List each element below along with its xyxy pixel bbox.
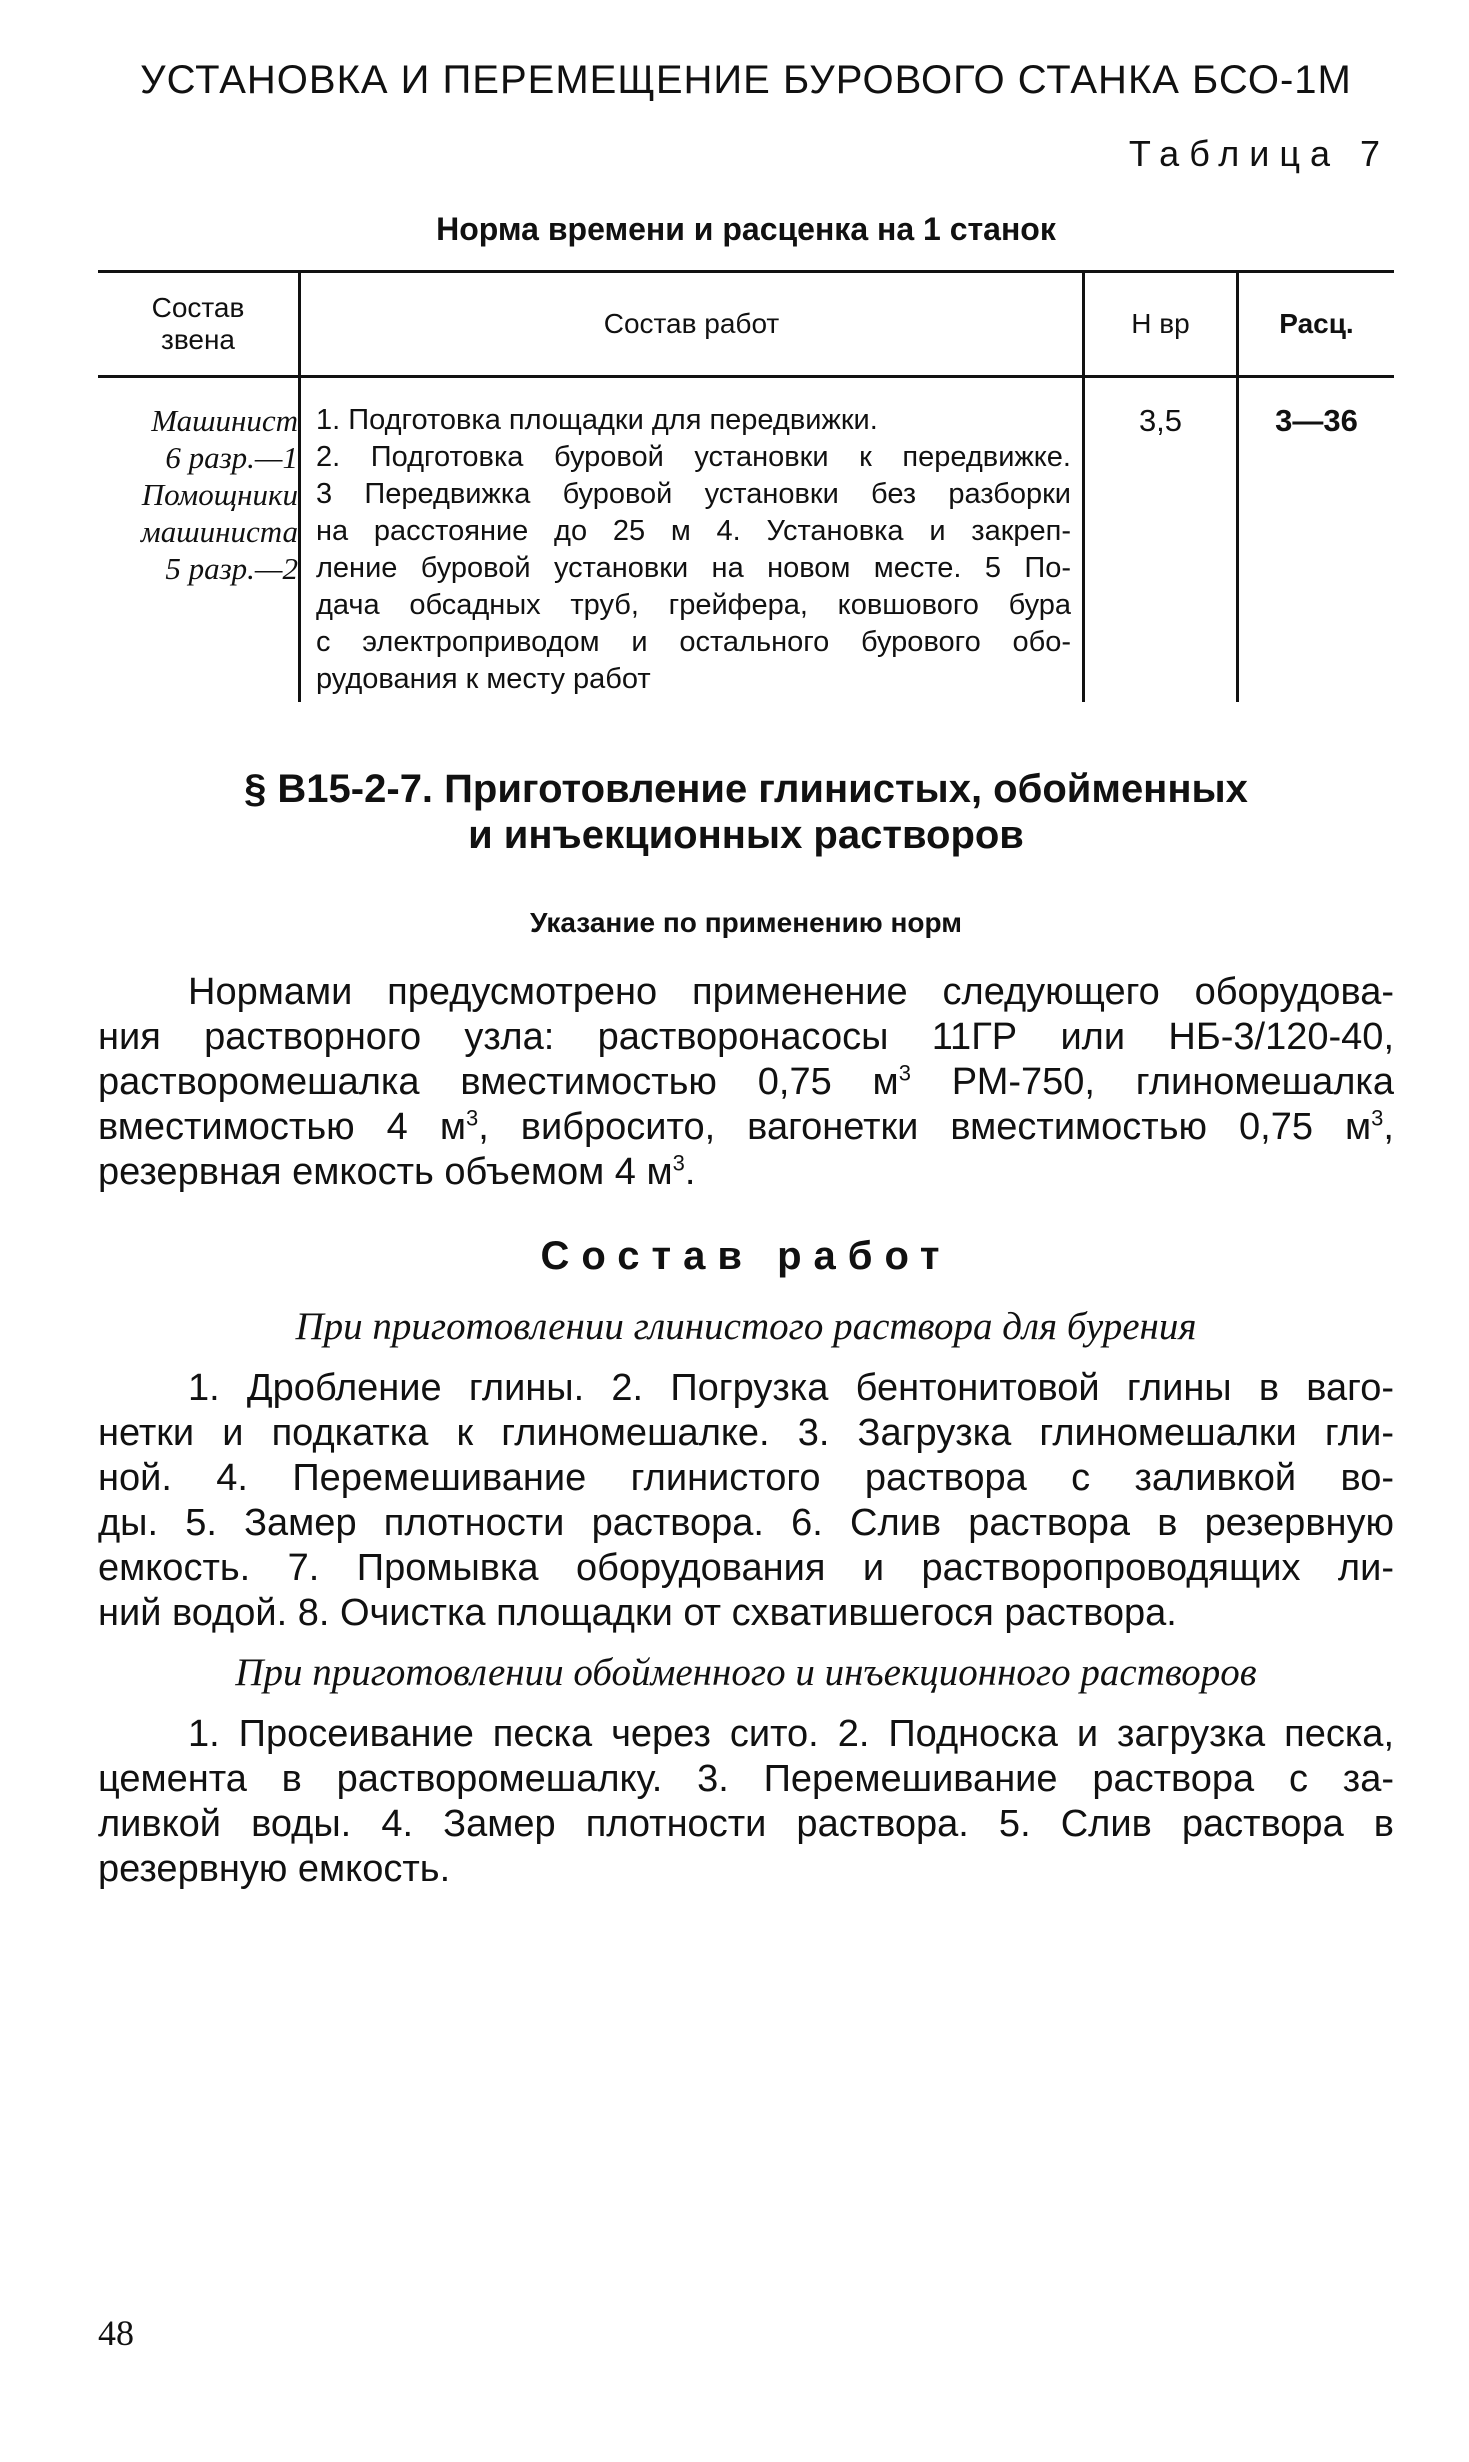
norm-table (98, 270, 1394, 702)
work-composition-heading: Состав работ (540, 1234, 952, 1278)
paragraph-line: вместимостью 4 $м^3$, вибросито, вагонетки вместимостью 0,75 $м^3$, (98, 1105, 1394, 1148)
paragraph-line: ды. 5. Замер плотности раствора. 6. Слив раствора в резервную (98, 1502, 1394, 1544)
paragraph-line: 1. Просеивание песка через сито. 2. Подноска и загрузка песка, (188, 1713, 1394, 1755)
paragraph-line: нетки и подкатка к глиномешалке. 3. Загрузка глиномешалки гли- (98, 1412, 1394, 1454)
work-line: дача обсадных труб, грейфера, ковшового бура (316, 589, 1071, 621)
paragraph-line: 1. Дробление глины. 2. Погрузка бентонитовой глины в ваго- (188, 1367, 1394, 1409)
header-crew: Состав звена (151, 291, 245, 355)
table-header-rule (98, 375, 1394, 378)
work-line: 1. Подготовка площадки для передвижки. (316, 404, 878, 436)
table-caption: Норма времени и расценка на 1 станок (436, 211, 1056, 247)
paragraph-line: ной. 4. Перемешивание глинистого раствора с заливкой во- (98, 1457, 1394, 1499)
paragraph-line: ния растворного узла: растворонасосы 11ГР или НБ-3/120-40, (98, 1016, 1394, 1058)
superscript: 3 (672, 1150, 685, 1176)
section-title-line: § В15-2-7. Приготовление глинистых, обойменных (244, 767, 1248, 811)
crew-cell: Машинист 6 разр.—1 Помощники машиниста 5 разр.—2 (140, 403, 298, 586)
clay-solution-heading: При приготовлении глинистого раствора для бурения (295, 1305, 1197, 1348)
work-line: рудования к месту работ (316, 663, 651, 695)
superscript: 3 (1371, 1105, 1384, 1131)
paragraph-line: цемента в растворомешалку. 3. Перемешивание раствора с за- (98, 1758, 1394, 1800)
work-line: 3 Передвижка буровой установки без разборки (316, 478, 1071, 510)
paragraph-line: резервную емкость. (98, 1848, 451, 1890)
paragraph-line: растворомешалка вместимостью 0,75 $м^3$ РМ-750, глиномешалка (98, 1060, 1394, 1103)
header-norm-time: Н вр (1131, 307, 1190, 339)
paragraph-line: резервная емкость объемом 4 $м^3$. (98, 1150, 696, 1193)
superscript: 3 (465, 1105, 479, 1131)
page-number: 48 (98, 2313, 134, 2353)
section-title-line: и инъекционных растворов (468, 813, 1024, 857)
section-title (98, 766, 1394, 858)
superscript: 3 (898, 1060, 911, 1086)
paragraph-line: Нормами предусмотрено применение следующего оборудова- (188, 971, 1394, 1013)
paragraph-line: емкость. 7. Промывка оборудования и растворопроводящих ли- (98, 1547, 1394, 1589)
work-line: с электроприводом и остального бурового обо- (316, 626, 1071, 658)
norm-time-value: 3,5 (1138, 403, 1183, 438)
paragraph-line: ний водой. 8. Очистка площадки от схватившегося раствора. (98, 1592, 1177, 1634)
norms-application-heading: Указание по применению норм (530, 907, 962, 938)
price-value: 3—36 (1275, 403, 1358, 438)
header-price: Расц. (1279, 307, 1354, 339)
header-work: Состав работ (603, 307, 780, 339)
document-page (98, 0, 1394, 2462)
work-line: 2. Подготовка буровой установки к передвижке. (316, 441, 1071, 473)
paragraph-line: ливкой воды. 4. Замер плотности раствора. 5. Слив раствора в (98, 1803, 1394, 1845)
table-label: Таблица 7 (1128, 133, 1390, 174)
grout-work-paragraph (98, 1712, 1394, 1892)
work-cell (316, 402, 1071, 698)
work-line: на расстояние до 25 м 4. Установка и закреп- (316, 515, 1071, 547)
grout-solution-heading: При приготовлении обойменного и инъекционного растворов (235, 1651, 1257, 1694)
work-line: ление буровой установки на новом месте. 5 По- (316, 552, 1071, 584)
intro-paragraph (98, 970, 1394, 1195)
running-head: УСТАНОВКА И ПЕРЕМЕЩЕНИЕ БУРОВОГО СТАНКА БСО-1М (140, 58, 1352, 102)
clay-work-paragraph (98, 1366, 1394, 1636)
